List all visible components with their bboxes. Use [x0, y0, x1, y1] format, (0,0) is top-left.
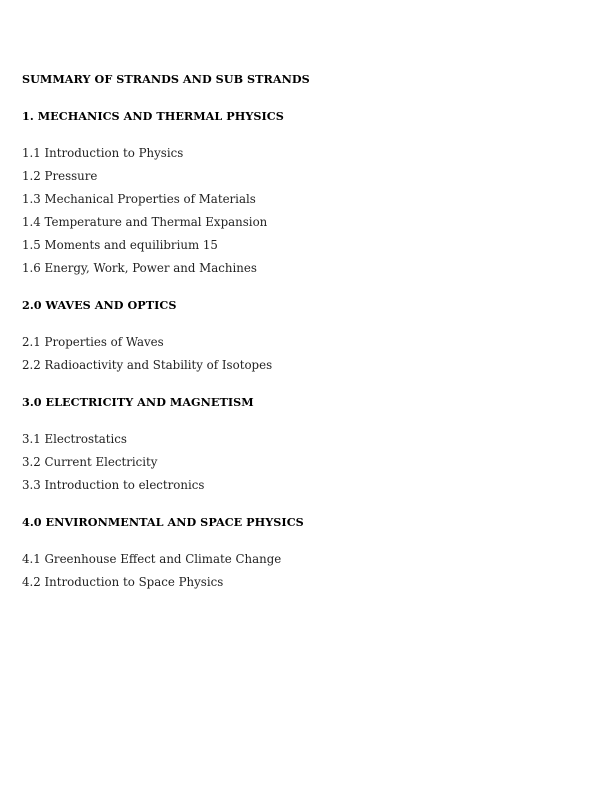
sub-strand-item: 4.2 Introduction to Space Physics: [22, 575, 224, 589]
sub-strand-item: 4.1 Greenhouse Effect and Climate Change: [22, 552, 282, 566]
strand-heading-waves-optics: 2.0 WAVES AND OPTICS: [22, 298, 177, 312]
sub-strand-item: 2.2 Radioactivity and Stability of Isotopes: [22, 358, 273, 372]
sub-strand-item: 3.2 Current Electricity: [22, 455, 158, 469]
strand-heading-environmental-space: 4.0 ENVIRONMENTAL AND SPACE PHYSICS: [22, 515, 304, 529]
sub-strand-item: 3.3 Introduction to electronics: [22, 478, 205, 492]
sub-strand-item: 1.6 Energy, Work, Power and Machines: [22, 261, 257, 275]
strand-heading-electricity-magnetism: 3.0 ELECTRICITY AND MAGNETISM: [22, 395, 254, 409]
strand-heading-mechanics: 1. MECHANICS AND THERMAL PHYSICS: [22, 109, 284, 123]
document-title: SUMMARY OF STRANDS AND SUB STRANDS: [22, 72, 310, 86]
sub-strand-item: 1.2 Pressure: [22, 169, 98, 183]
sub-strand-item: 1.5 Moments and equilibrium 15: [22, 238, 218, 252]
sub-strand-item: 1.4 Temperature and Thermal Expansion: [22, 215, 268, 229]
sub-strand-item: 1.3 Mechanical Properties of Materials: [22, 192, 256, 206]
sub-strand-item: 2.1 Properties of Waves: [22, 335, 164, 349]
sub-strand-item: 3.1 Electrostatics: [22, 432, 127, 446]
sub-strand-item: 1.1 Introduction to Physics: [22, 146, 184, 160]
